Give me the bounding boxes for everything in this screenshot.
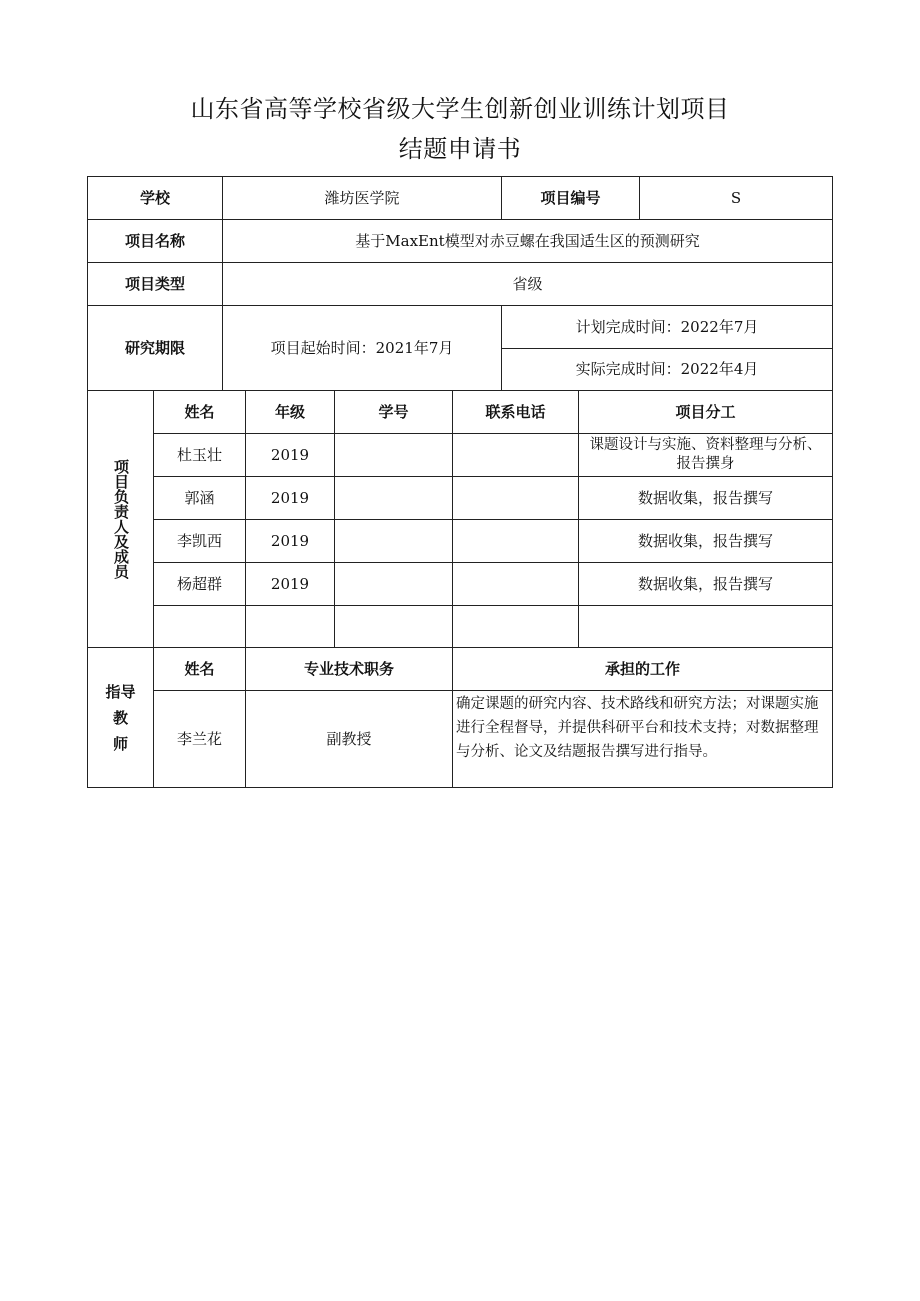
title-line-1: 山东省高等学校省级大学生创新创业训练计划项目	[190, 95, 730, 123]
empty-id-cell	[335, 606, 453, 648]
member-3-grade: 2019	[246, 520, 335, 563]
member-1-phone	[453, 434, 579, 477]
member-1-name: 杜玉壮	[154, 434, 246, 477]
advisor-label-line-3: 师	[112, 734, 128, 753]
member-4-task: 数据收集，报告撰写	[579, 563, 833, 606]
member-1-task: 课题设计与实施、资料整理与分析、报告撰身	[579, 434, 833, 477]
school-label: 学校	[88, 177, 223, 220]
planned-end-time: 计划完成时间：2022年7月	[502, 306, 833, 349]
title-line-2: 结题申请书	[398, 135, 522, 163]
advisor-label-line-1: 指导	[105, 682, 136, 701]
member-header-id: 学号	[335, 391, 453, 434]
member-4-id	[335, 563, 453, 606]
empty-phone-cell	[453, 606, 579, 648]
member-3-id	[335, 520, 453, 563]
actual-end-time: 实际完成时间：2022年4月	[502, 349, 833, 391]
member-2-name: 郭涵	[154, 477, 246, 520]
member-header-name: 姓名	[154, 391, 246, 434]
member-1-id	[335, 434, 453, 477]
advisor-work: 确定课题的研究内容、技术路线和研究方法；对课题实施进行全程督导，并提供科研平台和技术支持；对数据整理与分析、论文及结题报告撰写进行指导。	[453, 691, 833, 788]
member-4-phone	[453, 563, 579, 606]
advisor-header-title: 专业技术职务	[246, 648, 453, 691]
project-name-value: 基于MaxEnt模型对赤豆螺在我国适生区的预测研究	[223, 220, 833, 263]
member-4-name: 杨超群	[154, 563, 246, 606]
school-value: 潍坊医学院	[223, 177, 502, 220]
empty-name-cell	[154, 606, 246, 648]
members-label	[88, 391, 154, 648]
period-label: 研究期限	[88, 306, 223, 391]
project-name-label: 项目名称	[88, 220, 223, 263]
advisor-label-line-2: 教	[112, 708, 128, 727]
advisor-header-work: 承担的工作	[453, 648, 833, 691]
empty-grade-cell	[246, 606, 335, 648]
advisor-title: 副教授	[246, 691, 453, 788]
member-3-phone	[453, 520, 579, 563]
advisor-header-name: 姓名	[154, 648, 246, 691]
member-header-task: 项目分工	[579, 391, 833, 434]
project-no-label: 项目编号	[502, 177, 640, 220]
project-type-label: 项目类型	[88, 263, 223, 306]
member-3-task: 数据收集，报告撰写	[579, 520, 833, 563]
member-2-task: 数据收集，报告撰写	[579, 477, 833, 520]
member-1-grade: 2019	[246, 434, 335, 477]
advisor-label-stack	[105, 679, 135, 757]
project-type-value: 省级	[223, 263, 833, 306]
member-2-id	[335, 477, 453, 520]
application-form-table	[87, 176, 833, 788]
advisor-label	[88, 648, 154, 788]
advisor-name: 李兰花	[154, 691, 246, 788]
member-header-grade: 年级	[246, 391, 335, 434]
member-3-name: 李凯西	[154, 520, 246, 563]
member-header-phone: 联系电话	[453, 391, 579, 434]
project-no-value: S	[640, 177, 833, 220]
member-2-grade: 2019	[246, 477, 335, 520]
start-time: 项目起始时间：2021年7月	[223, 306, 502, 391]
empty-task-cell	[579, 606, 833, 648]
members-label-text: 项目负责人及成员	[112, 459, 130, 579]
member-4-grade: 2019	[246, 563, 335, 606]
member-2-phone	[453, 477, 579, 520]
